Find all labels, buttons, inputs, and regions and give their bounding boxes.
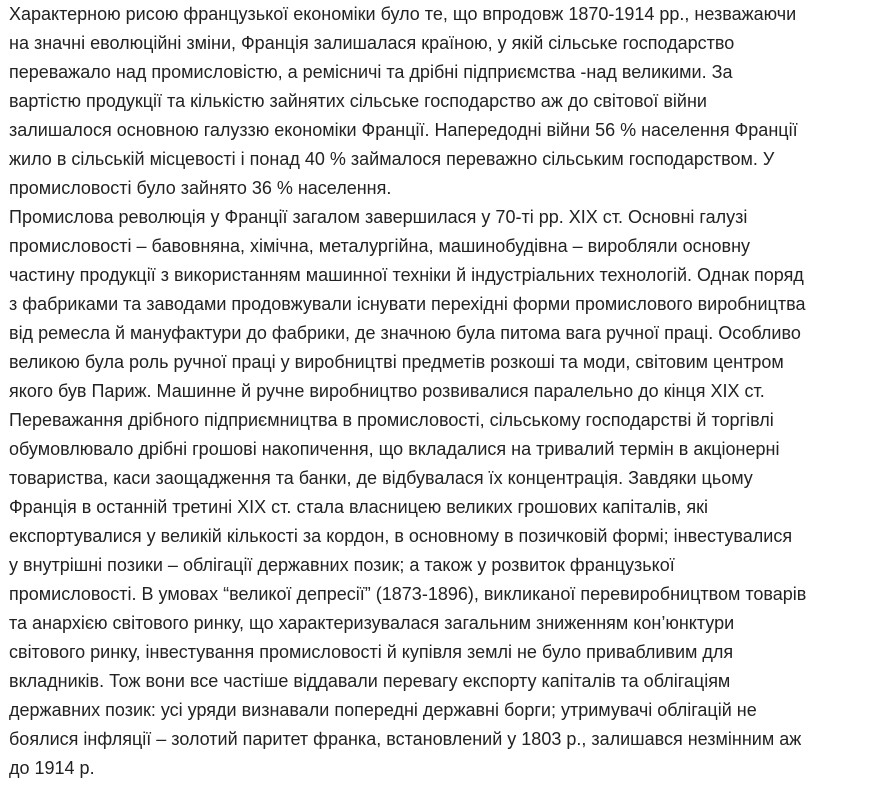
text-line: експортувалися у великій кількості за кордон, в основному в позичковій формі; інвестувалися (9, 526, 793, 546)
text-line: частину продукції з використанням машинної техніки й індустріальних технологій. Однак поряд (9, 265, 804, 285)
text-line: на значні еволюційні зміни, Франція залишалася країною, у якій сільське господарство (9, 33, 735, 53)
text-line: до 1914 р. (9, 758, 95, 778)
text-line: товариства, каси заощадження та банки, де відбувалася їх концентрація. Завдяки цьому (9, 468, 753, 488)
text-line: Франція в останній третині XIX ст. стала власницею великих грошових капіталів, які (9, 497, 708, 517)
text-line: промисловості. В умовах “великої депресії” (1873-1896), викликаної перевиробництвом товарів (9, 584, 807, 604)
text-line: світового ринку, інвестування промисловості й купівля землі не було привабливим для (9, 642, 734, 662)
text-line: Характерною рисою французької економіки було те, що впродовж 1870-1914 рр., незважаючи (9, 4, 797, 24)
text-line: Промислова революція у Франції загалом завершилася у 70-ті рр. XIX ст. Основні галузі (9, 207, 748, 227)
text-line: Переважання дрібного підприємництва в промисловості, сільському господарстві й торгівлі (9, 410, 774, 430)
text-line: великою була роль ручної праці у виробництві предметів розкоші та моди, світовим центром (9, 352, 784, 372)
text-line: якого був Париж. Машинне й ручне виробництво розвивалися паралельно до кінця XIX ст. (9, 381, 765, 401)
text-line: жило в сільській місцевості і понад 40 % займалося переважно сільським господарством. У (9, 149, 775, 169)
text-line: у внутрішні позики – облігації державних позик; а також у розвиток французької (9, 555, 675, 575)
text-line: з фабриками та заводами продовжували існувати перехідні форми промислового виробництва (9, 294, 806, 314)
text-line: вкладників. Тож вони все частіше віддавали перевагу експорту капіталів та облігаціям (9, 671, 731, 691)
text-line: державних позик: усі уряди визнавали попередні державні борги; утримувачі облігацій не (9, 700, 757, 720)
text-line: промисловості – бавовняна, хімічна, металургійна, машинобудівна – виробляли основну (9, 236, 751, 256)
paragraph-1 (9, 0, 881, 203)
text-line: від ремесла й мануфактури до фабрики, де значною була питома вага ручної праці. Особливо (9, 323, 801, 343)
text-line: промисловості було зайнято 36 % населення. (9, 178, 392, 198)
text-line: боялися інфляції – золотий паритет франка, встановлений у 1803 р., залишався незмінним аж (9, 729, 802, 749)
text-line: залишалося основною галуззю економіки Франції. Напередодні війни 56 % населення Франції (9, 120, 798, 140)
paragraph-2 (9, 203, 881, 783)
text-line: та анархією світового ринку, що характеризувалася загальним зниженням кон’юнктури (9, 613, 735, 633)
text-line: переважало над промисловістю, а ремісничі та дрібні підприємства -над великими. За (9, 62, 733, 82)
text-line: обумовлювало дрібні грошові накопичення, що вкладалися на тривалий термін в акціонерні (9, 439, 780, 459)
text-line: вартістю продукції та кількістю зайнятих сільське господарство аж до світової війни (9, 91, 707, 111)
